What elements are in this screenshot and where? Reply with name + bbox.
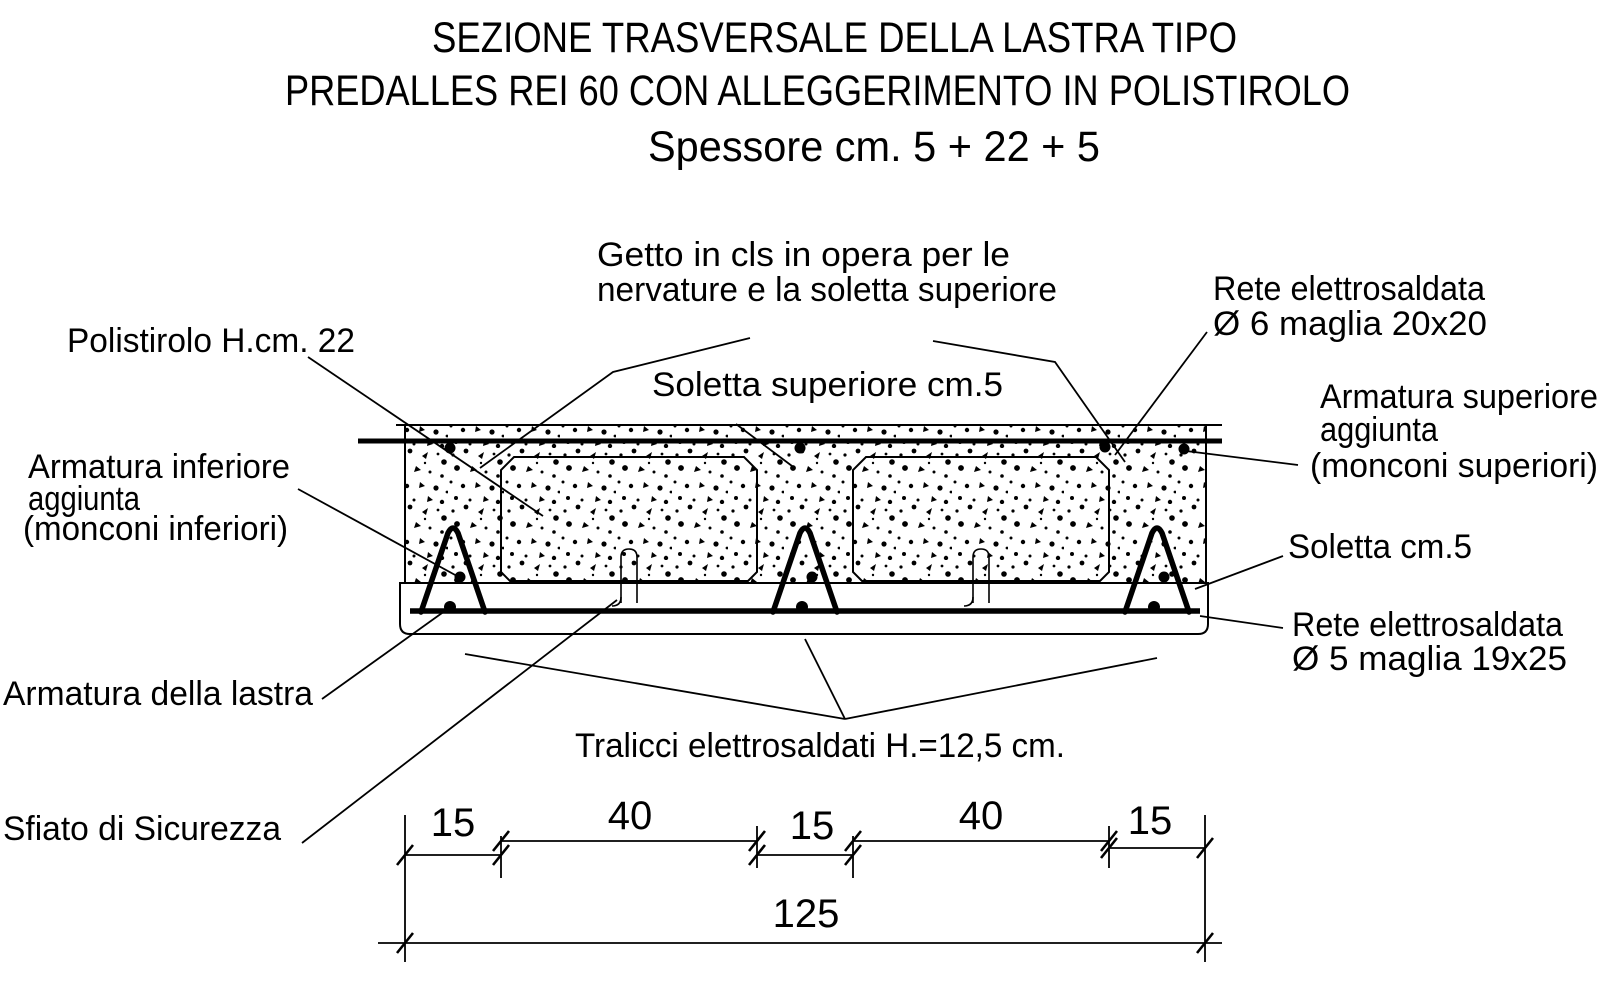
leader-soletta-inferiore <box>1195 556 1283 589</box>
label-soletta-superiore: Soletta superiore cm.5 <box>652 366 1003 404</box>
label-rete-superiore-2: Ø 6 maglia 20x20 <box>1213 305 1487 343</box>
title-line-2: PREDALLES REI 60 CON ALLEGGERIMENTO IN POLISTIROLO <box>285 67 1350 115</box>
label-rete-inferiore-2: Ø 5 maglia 19x25 <box>1292 640 1567 678</box>
label-armatura-inferiore-1: Armatura inferiore <box>28 448 290 486</box>
rebar-dot <box>796 601 808 613</box>
rebar-dot-monconi-superiori <box>1179 444 1190 455</box>
dim-value-seg1: 15 <box>430 801 476 845</box>
dim-value-seg3: 15 <box>789 804 835 848</box>
rebar-dot <box>795 443 806 454</box>
label-armatura-inferiore-3: (monconi inferiori) <box>23 510 288 548</box>
leader-rete-inferiore <box>1200 616 1283 628</box>
label-armatura-superiore-3: (monconi superiori) <box>1310 447 1598 485</box>
dim-value-seg4: 40 <box>958 794 1004 838</box>
rebar-dot <box>1100 442 1111 453</box>
label-armatura-lastra: Armatura della lastra <box>3 675 314 713</box>
label-rete-superiore-1: Rete elettrosaldata <box>1213 270 1486 308</box>
label-tralicci: Tralicci elettrosaldati H.=12,5 cm. <box>575 727 1065 765</box>
dim-value-seg5: 15 <box>1127 799 1173 843</box>
rebar-dot-monconi-inferiori <box>455 572 466 583</box>
label-polistirolo: Polistirolo H.cm. 22 <box>67 322 355 360</box>
leader-lines <box>298 332 1298 843</box>
title-line-3: Spessore cm. 5 + 22 + 5 <box>648 123 1100 171</box>
rebar-dot <box>1159 572 1170 583</box>
dim-value-total: 125 <box>772 892 840 936</box>
rebar-dot <box>807 572 818 583</box>
dimension-chain <box>378 794 1222 962</box>
drawing-title <box>285 14 1350 171</box>
rebar-dot <box>1148 601 1160 613</box>
label-getto-line2: nervature e la soletta superiore <box>597 271 1057 309</box>
label-armatura-superiore-1: Armatura superiore <box>1320 378 1598 416</box>
label-sfiato: Sfiato di Sicurezza <box>3 810 282 848</box>
leader-tralicci <box>465 639 1157 719</box>
leader-armatura-lastra <box>322 608 449 699</box>
label-getto-line1: Getto in cls in opera per le <box>597 236 1010 274</box>
slab-cross-section <box>358 425 1222 634</box>
label-soletta-inferiore: Soletta cm.5 <box>1288 528 1472 566</box>
label-armatura-inferiore-2: aggiunta <box>28 480 141 518</box>
title-line-1: SEZIONE TRASVERSALE DELLA LASTRA TIPO <box>432 14 1237 62</box>
label-rete-inferiore-1: Rete elettrosaldata <box>1292 606 1564 644</box>
dim-value-seg2: 40 <box>607 794 653 838</box>
rebar-dot <box>445 443 456 454</box>
label-armatura-superiore-2: aggiunta <box>1320 411 1439 449</box>
